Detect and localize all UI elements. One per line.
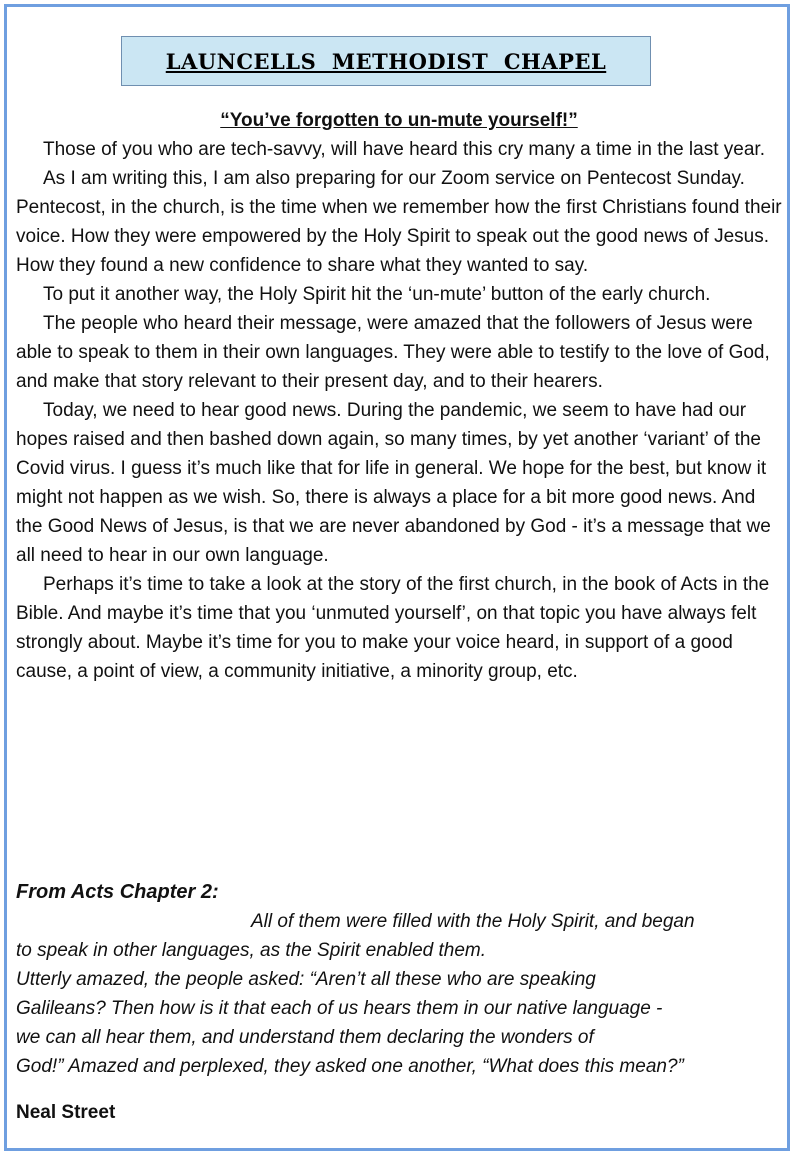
- article-paragraph: The people who heard their message, were amazed that the followers of Jesus were able to speak to them in their own languages. They were able to testify to the love of God, and make that story relevant to their present day, and to their hearers.: [16, 313, 770, 392]
- article-paragraph: Perhaps it’s time to take a look at the story of the first church, in the book of Acts in the Bible. And maybe it’s time that you ‘unmuted yourself’, on that topic you have always felt strongly about. Maybe it’s time for you to make your voice heard, in support of a good cause, a point of view, a community initiative, a minority group, etc.: [16, 574, 770, 682]
- article-title: “You’ve forgotten to un-mute yourself!”: [220, 110, 578, 131]
- article-paragraph: Today, we need to hear good news. During the pandemic, we seem to have had our hopes raised and then bashed down again, so many times, by yet another ‘variant’ of the Covid virus. I guess it’s much like that for life in general. We hope for the best, but know it might not happen as we wish. So, there is always a place for a bit more good news. And the Good News of Jesus, is that we are never abandoned by God - it’s a message that we all need to hear in our own language.: [16, 400, 771, 566]
- scripture-line: we can all hear them, and understand them declaring the wonders of: [16, 1027, 594, 1048]
- article: [16, 106, 782, 686]
- chapel-title: LAUNCELLS METHODIST CHAPEL: [165, 48, 607, 74]
- article-paragraph: As I am writing this, I am also preparing for our Zoom service on Pentecost Sunday. Pentecost, in the church, is the time when we remember how the first Christians found their voice. How they were empowered by the Holy Spirit to speak out the good news of Jesus. How they found a new confidence to share what they wanted to say.: [16, 168, 782, 276]
- scripture-quote: [16, 878, 782, 1081]
- article-paragraph: To put it another way, the Holy Spirit hit the ‘un-mute’ button of the early church.: [43, 284, 711, 305]
- scripture-heading: From Acts Chapter 2:: [16, 881, 219, 903]
- scripture-line: Utterly amazed, the people asked: “Aren’t all these who are speaking: [16, 969, 596, 990]
- author-signature: Neal Street: [16, 1102, 116, 1123]
- scripture-line: Galileans? Then how is it that each of us hears them in our native language -: [16, 998, 663, 1019]
- article-paragraph: Those of you who are tech-savvy, will have heard this cry many a time in the last year.: [43, 139, 765, 160]
- scripture-line: God!” Amazed and perplexed, they asked one another, “What does this mean?”: [16, 1056, 684, 1077]
- header-banner: [121, 36, 651, 86]
- scripture-line: All of them were filled with the Holy Spirit, and began: [251, 911, 695, 932]
- scripture-line: to speak in other languages, as the Spirit enabled them.: [16, 940, 487, 961]
